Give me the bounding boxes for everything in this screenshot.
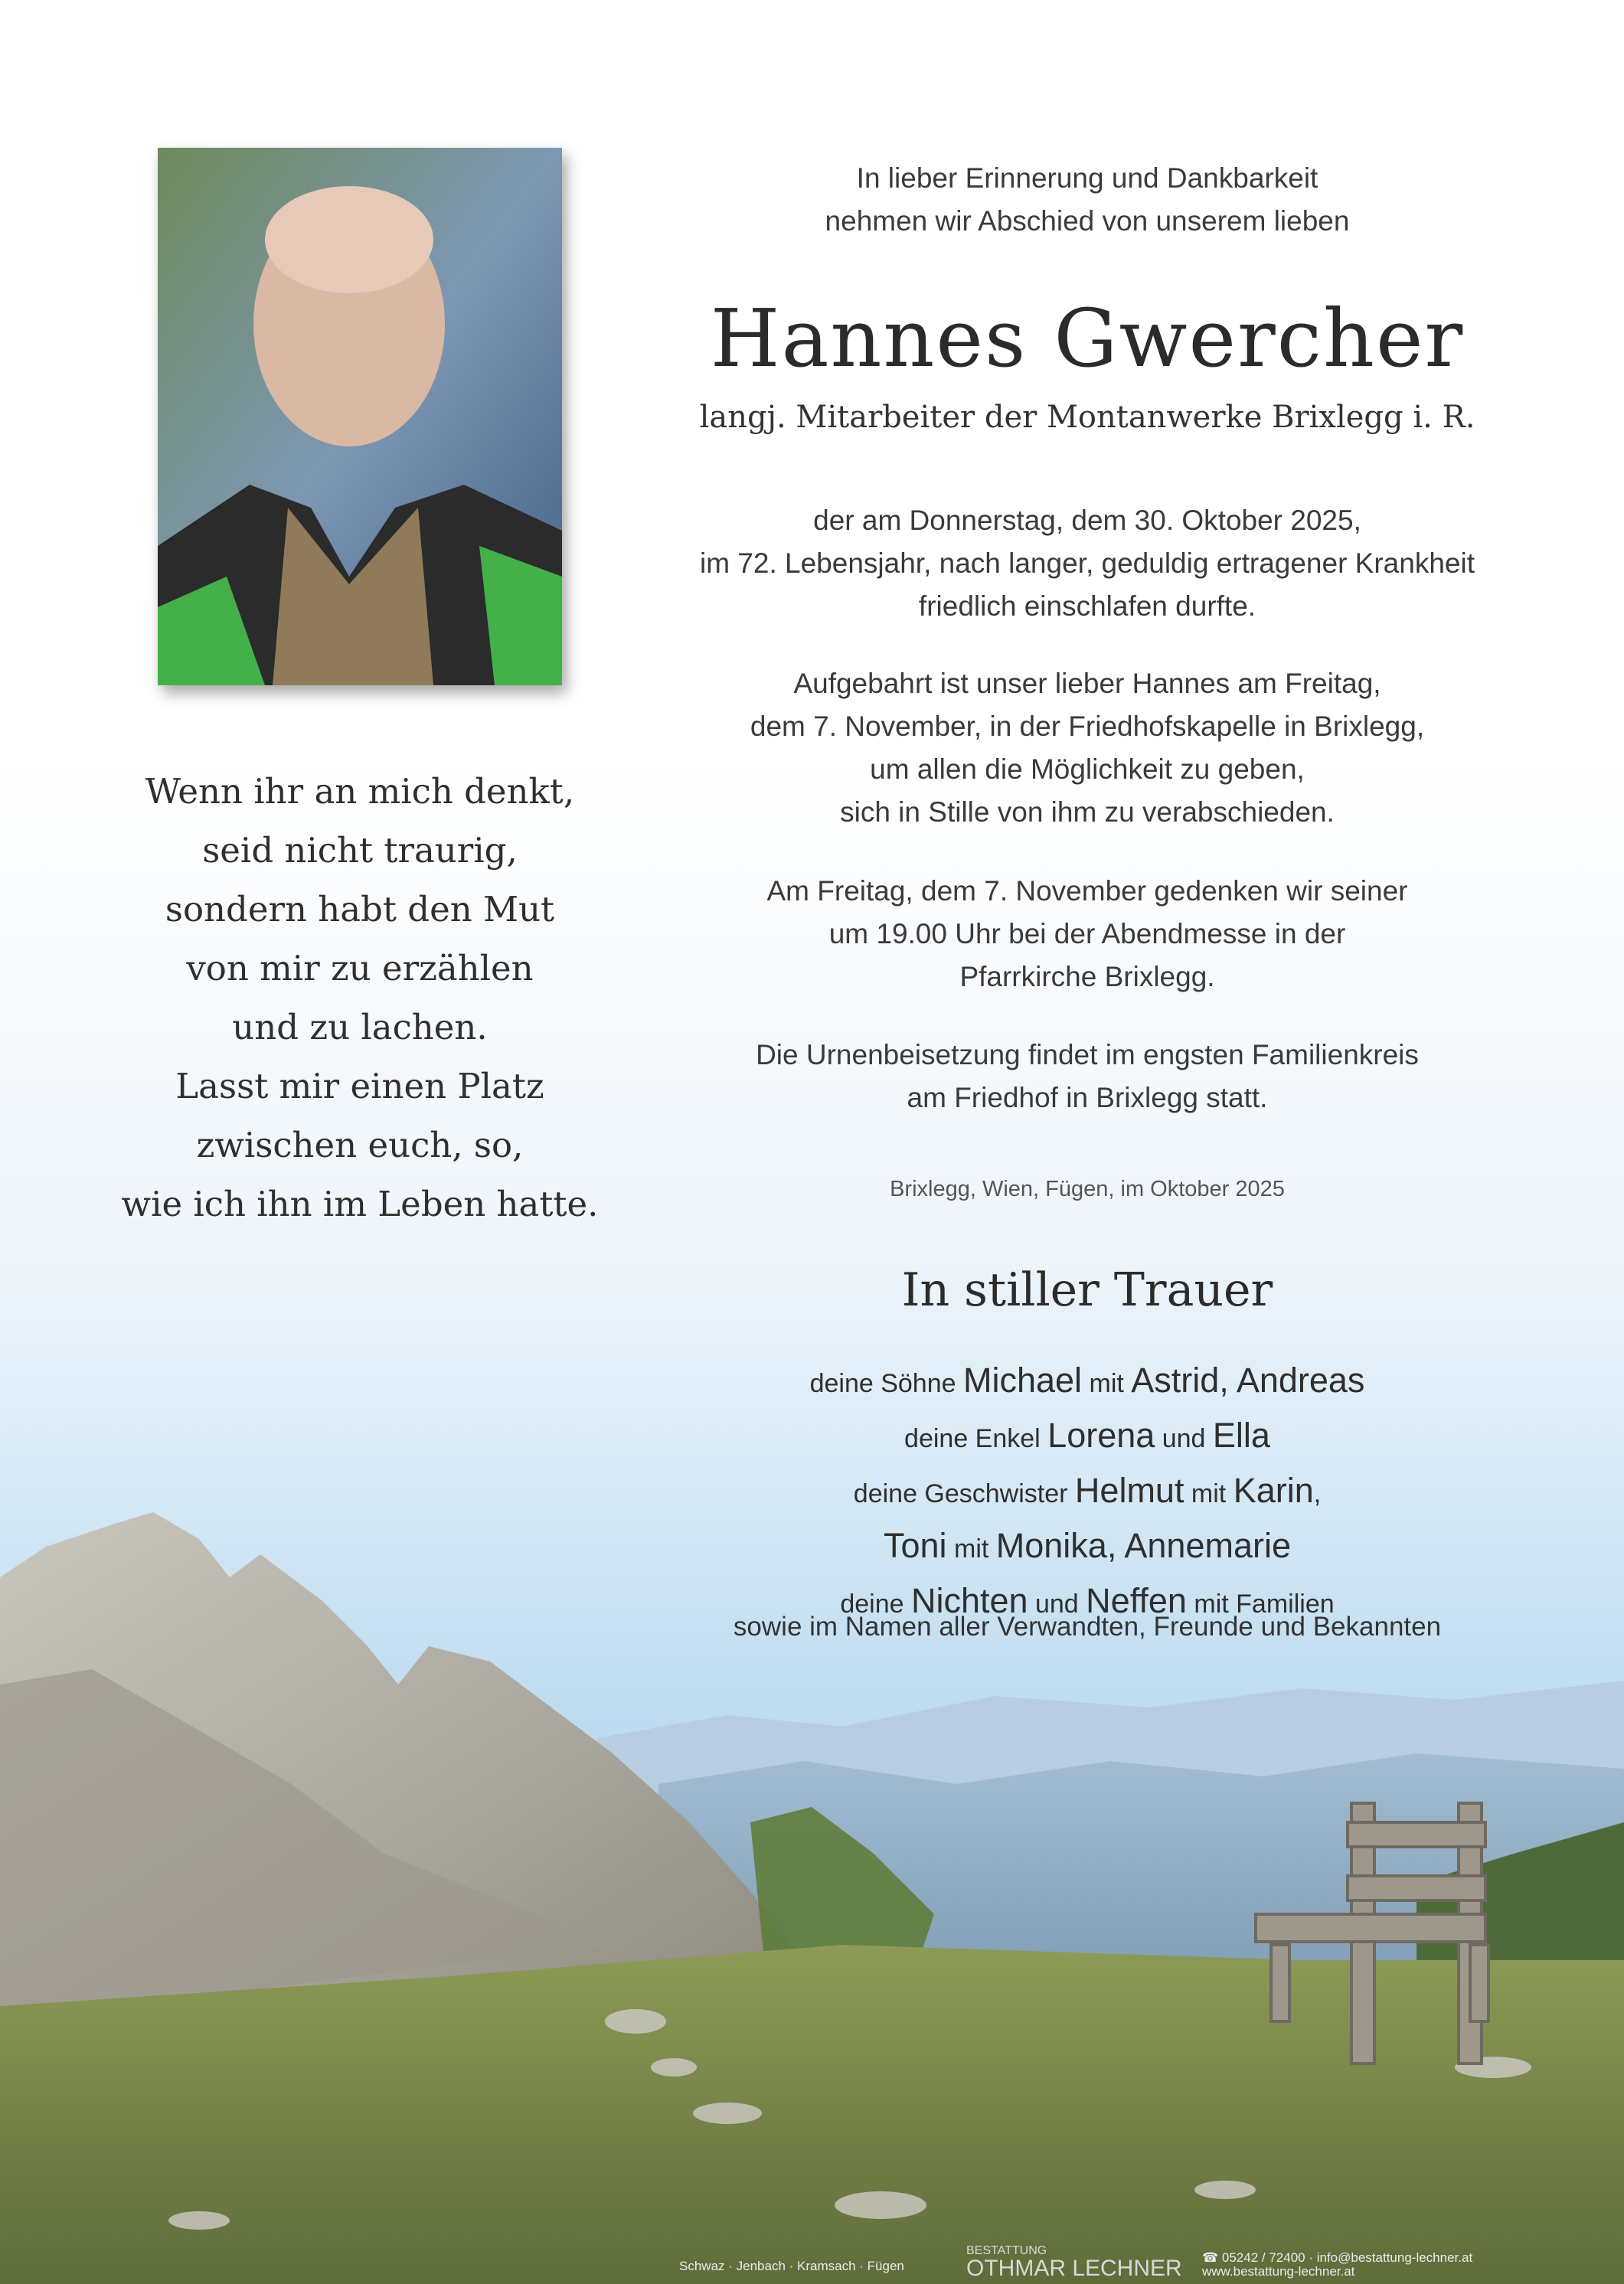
poem-line: sondern habt den Mut bbox=[165, 889, 555, 930]
paragraph-line: sich in Stille von ihm zu verabschieden. bbox=[840, 796, 1335, 828]
footer-contact bbox=[1202, 2251, 1472, 2279]
paragraph-line: friedlich einschlafen durfte. bbox=[918, 590, 1256, 622]
mourning-heading: In stiller Trauer bbox=[901, 1263, 1273, 1317]
paragraph-line: um 19.00 Uhr bei der Abendmesse in der bbox=[828, 918, 1346, 949]
family-relation: deine bbox=[840, 1590, 911, 1619]
family-connector: und bbox=[1028, 1590, 1086, 1619]
paragraph-line: im 72. Lebensjahr, nach langer, geduldig ertragener Krankheit bbox=[699, 547, 1475, 579]
family-relation: deine Geschwister bbox=[853, 1479, 1075, 1508]
family-name: Astrid, Andreas bbox=[1131, 1361, 1365, 1400]
poem-line: zwischen euch, so, bbox=[196, 1125, 524, 1165]
intro-line: In lieber Erinnerung und Dankbarkeit bbox=[856, 162, 1318, 194]
footer-brand bbox=[966, 2245, 1182, 2280]
mass-paragraph bbox=[643, 870, 1531, 998]
family-name: Monika bbox=[995, 1526, 1107, 1565]
family-name: Helmut bbox=[1074, 1471, 1185, 1510]
intro-line: nehmen wir Abschied von unserem lieben bbox=[825, 205, 1350, 237]
deceased-subtitle: langj. Mitarbeiter der Montanwerke Brixlegg i. R. bbox=[699, 400, 1475, 435]
footer-website: www.bestattung-lechner.at bbox=[1202, 2264, 1355, 2279]
family-list bbox=[643, 1357, 1531, 1632]
poem-line: und zu lachen. bbox=[232, 1007, 488, 1047]
poem-line: Lasst mir einen Platz bbox=[175, 1066, 544, 1106]
family-punctuation: , bbox=[1106, 1526, 1125, 1565]
paragraph-line: Die Urnenbeisetzung findet im engsten Familienkreis bbox=[756, 1039, 1419, 1070]
footer-brand-name: OTHMAR LECHNER bbox=[966, 2256, 1182, 2281]
viewing-paragraph bbox=[643, 662, 1531, 834]
family-connector: mit bbox=[1082, 1369, 1132, 1398]
paragraph-line: am Friedhof in Brixlegg statt. bbox=[907, 1082, 1268, 1113]
family-name: Ella bbox=[1212, 1416, 1270, 1455]
family-line-sons bbox=[643, 1357, 1531, 1412]
footer-brand-top: BESTATTUNG bbox=[966, 2244, 1047, 2257]
poem-line: wie ich ihn im Leben hatte. bbox=[121, 1184, 599, 1224]
family-relation: deine Söhne bbox=[809, 1369, 963, 1398]
portrait-image bbox=[158, 148, 562, 685]
family-line-siblings bbox=[643, 1467, 1531, 1522]
paragraph-line: um allen die Möglichkeit zu geben, bbox=[870, 753, 1305, 785]
poem-line: Wenn ihr an mich denkt, bbox=[145, 771, 575, 812]
footer-locations: Schwaz · Jenbach · Kramsach · Fügen bbox=[679, 2259, 904, 2273]
burial-paragraph bbox=[643, 1034, 1531, 1119]
family-name: Toni bbox=[883, 1526, 947, 1565]
intro-text bbox=[643, 157, 1531, 243]
relatives-line: sowie im Namen aller Verwandten, Freunde und Bekannten bbox=[733, 1612, 1442, 1642]
paragraph-line: dem 7. November, in der Friedhofskapelle in Brixlegg, bbox=[750, 711, 1425, 742]
family-name: Lorena bbox=[1047, 1416, 1155, 1455]
family-name: Annemarie bbox=[1124, 1526, 1291, 1565]
poem-line: seid nicht traurig, bbox=[202, 830, 518, 871]
family-line-siblings-cont bbox=[643, 1522, 1531, 1577]
family-relation: mit Familien bbox=[1186, 1590, 1335, 1619]
family-name: Michael bbox=[962, 1361, 1083, 1400]
family-punctuation: , bbox=[1313, 1479, 1322, 1508]
paragraph-line: Aufgebahrt ist unser lieber Hannes am Freitag, bbox=[793, 668, 1381, 699]
poem-line: von mir zu erzählen bbox=[186, 948, 534, 988]
place-date: Brixlegg, Wien, Fügen, im Oktober 2025 bbox=[890, 1177, 1285, 1201]
paragraph-line: der am Donnerstag, dem 30. Oktober 2025, bbox=[813, 505, 1361, 536]
paragraph-line: Pfarrkirche Brixlegg. bbox=[959, 961, 1215, 992]
family-line-grandchildren bbox=[643, 1412, 1531, 1467]
family-connector: mit bbox=[1184, 1479, 1234, 1508]
death-notice-paragraph bbox=[643, 499, 1531, 628]
family-connector: mit bbox=[946, 1534, 996, 1564]
footer-contact-line: ☎ 05242 / 72400 · info@bestattung-lechner.at bbox=[1202, 2250, 1473, 2265]
family-relation: deine Enkel bbox=[904, 1424, 1048, 1453]
portrait-photo bbox=[158, 148, 562, 685]
family-name: Karin bbox=[1233, 1471, 1314, 1510]
family-name: Neffen bbox=[1086, 1581, 1187, 1620]
deceased-name: Hannes Gwercher bbox=[710, 292, 1465, 385]
memorial-poem bbox=[92, 762, 628, 1233]
family-name: Nichten bbox=[910, 1581, 1028, 1620]
family-connector: und bbox=[1155, 1424, 1213, 1453]
paragraph-line: Am Freitag, dem 7. November gedenken wir seiner bbox=[766, 875, 1408, 907]
